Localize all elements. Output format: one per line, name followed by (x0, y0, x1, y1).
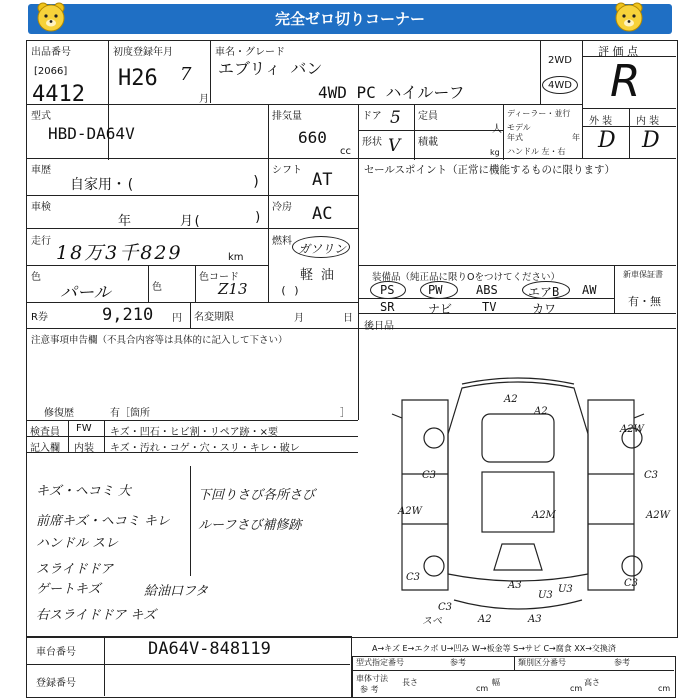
fuel-diesel: 軽 油 (300, 268, 334, 283)
color-type-label: 色 (152, 282, 162, 293)
dealer-label: ディーラー・並行 (507, 109, 571, 118)
damage-legend: A→キズ E→エクボ U→凹み W→板金等 S→サビ C→腐食 XX→交換済 (372, 644, 616, 653)
mark-a2m: A2M (532, 510, 556, 521)
inspector-interior: 内装 (74, 443, 94, 454)
equip-pw: PW (428, 283, 443, 297)
inspection-year-unit: 年 (118, 214, 132, 229)
fuel-label: 燃料 (272, 236, 292, 247)
history-value: 自家用・( (70, 177, 135, 193)
equip-abs: ABS (476, 283, 498, 297)
first-registration-label: 初度登録年月 (113, 47, 173, 58)
drive-4wd: 4WD (548, 80, 572, 91)
color-value: パール (60, 283, 111, 303)
bear-mascot-icon (612, 0, 646, 34)
load-label: 積載 (418, 137, 438, 148)
inspector-row-2: キズ・汚れ・コゲ・穴・スリ・キレ・破レ (110, 443, 300, 454)
history-label: 車歴 (31, 165, 51, 176)
note-right-2: ルーフさび補修跡 (198, 518, 302, 533)
displacement-unit: cc (340, 146, 351, 157)
mark-a2-3: A2W (398, 506, 422, 517)
displacement-value: 660 (298, 128, 327, 147)
mileage-value: 18万3千829 (56, 242, 183, 264)
repair-value: 有［箇所 (110, 408, 150, 419)
vehicle-name: エブリィ バン (218, 59, 323, 78)
exterior-label: 外 装 (589, 116, 613, 127)
note-left-5: ゲートキズ (36, 582, 101, 597)
lot-number: 4412 (32, 82, 85, 107)
dims-unit-2: cm (570, 684, 583, 693)
dims-length: 長さ (402, 678, 418, 687)
fuel-gas: ガソリン (298, 242, 347, 256)
model-year-label: モデル (507, 123, 531, 132)
mark-c3-4: C3 (624, 578, 639, 589)
note-left-6: 右スライドドア キズ (36, 608, 157, 623)
interior-score: D (642, 128, 660, 153)
shift-label: シフト (272, 165, 302, 176)
recycle-unit: 円 (172, 313, 182, 324)
repair-label: 修復歴 (44, 408, 74, 419)
note-right-1: 下回りさび各所さび (198, 488, 316, 503)
model-value: HBD-DA64V (48, 124, 135, 143)
color-code: Z13 (218, 280, 248, 298)
type-designation-label: 型式指定番号 (356, 658, 404, 667)
category-label: 類別区分番号 (518, 658, 566, 667)
car-damage-diagram (362, 374, 674, 630)
dims-label: 車体寸法 (356, 674, 388, 683)
mark-a2-1: A2 (534, 406, 548, 417)
deadline-day: 日 (343, 313, 353, 324)
equip-navi: ナビ (428, 302, 453, 316)
drive-4wd-circle (542, 76, 578, 94)
vehicle-grade: 4WD PC ハイルーフ (318, 83, 465, 102)
mark-a2w-2: A2W (646, 510, 670, 521)
inspector-row-1: キズ・凹石・ヒビ割・リペア跡・×要 (110, 427, 278, 438)
color-code-label: 色コード (199, 272, 239, 283)
mileage-label: 走行 (31, 236, 51, 247)
inspector-label-2: 記入欄 (30, 443, 60, 454)
wheel-front-left (424, 428, 444, 448)
equip-ps-circle (370, 281, 406, 299)
chassis-label: 車台番号 (36, 647, 76, 658)
mark-a2-2: A2 (504, 394, 518, 405)
mark-a3-1: A3 (508, 580, 522, 591)
roof-panel (482, 414, 554, 462)
dims-height: 高さ (584, 678, 600, 687)
sales-point-label: セールスポイント（正常に機能するものに限ります） (364, 164, 616, 176)
mark-a2-4: A2 (478, 614, 492, 625)
recycle-label: R券 (31, 312, 48, 323)
mark-a3-2: A3 (528, 614, 542, 625)
shape-value: V (388, 136, 401, 156)
lot-sub: [2066] (34, 66, 68, 77)
banner-title: 完全ゼロ切りコーナー (274, 10, 425, 28)
wheel-rear-right (622, 556, 642, 576)
year-unit: 年 (572, 133, 580, 142)
exterior-score: D (598, 128, 616, 153)
chassis-value: DA64V-848119 (148, 639, 271, 659)
interior-label: 内 装 (636, 116, 660, 127)
inspection-close: ) (254, 210, 262, 225)
recycle-value: 9,210 (102, 305, 154, 325)
fuel-gas-circle (292, 236, 350, 258)
doors-label: ドア (362, 111, 382, 122)
vehicle-name-label: 車名・グレード (215, 47, 285, 58)
mark-c3-5: C3 (438, 602, 453, 613)
car-body-top (448, 382, 588, 581)
dims-unit-1: cm (476, 684, 489, 693)
mark-a2-5: スペ (422, 616, 442, 627)
dims-unit-3: cm (658, 684, 671, 693)
color-label: 色 (31, 272, 41, 283)
note-left-3: ハンドル スレ (36, 536, 119, 551)
mark-c3-2: C3 (644, 470, 659, 481)
capacity-unit: 人 (492, 124, 502, 135)
mark-c3-3: C3 (406, 572, 421, 583)
equip-airbag-circle (522, 281, 570, 299)
inspector-label-1: 検査員 (30, 427, 60, 438)
drive-2wd: 2WD (548, 55, 572, 66)
wheel-rear-left (424, 556, 444, 576)
rear-window (494, 544, 542, 570)
bear-mascot-icon (34, 0, 68, 34)
equip-aw: AW (582, 283, 597, 297)
capacity-label: 定員 (418, 111, 438, 122)
dims-ref: 参 考 (360, 685, 379, 694)
handle-label: ハンドル 左・右 (507, 147, 566, 156)
inspection-month-unit: 月( (180, 214, 201, 229)
equip-pw-circle (420, 281, 458, 299)
year-label: 年式 (507, 133, 523, 142)
type-designation-ref: 参考 (450, 658, 466, 667)
registration-month-unit: 月 (199, 94, 209, 105)
cargo-panel (482, 472, 554, 532)
doors-value: 5 (390, 108, 401, 128)
note-left-1: キズ・ヘコミ 大 (36, 484, 131, 499)
equip-airbag: エアB (528, 285, 560, 299)
displacement-label: 排気量 (272, 111, 302, 122)
registration-month: 7 (180, 64, 192, 85)
note-right-3: 給油口フタ (144, 584, 209, 599)
note-left-2: 前席キズ・ヘコミ キレ (36, 514, 170, 529)
shift-value: AT (312, 170, 333, 190)
history-close: ) (252, 174, 261, 190)
header-banner (28, 4, 672, 34)
inspector-fw: FW (76, 423, 92, 434)
aircon-value: AC (312, 204, 333, 224)
inspection-label: 車検 (31, 202, 51, 213)
shape-label: 形状 (362, 137, 382, 148)
mileage-unit: km (228, 252, 244, 263)
dims-width: 幅 (492, 678, 500, 687)
mark-u3-2: U3 (558, 584, 573, 595)
note-left-4: スライドドア (36, 562, 114, 577)
model-label: 型式 (31, 111, 51, 122)
evaluation-score: R (610, 56, 641, 107)
lot-number-label: 出品番号 (31, 47, 71, 58)
load-unit: kg (490, 148, 500, 157)
deadline-month: 月 (294, 313, 304, 324)
equipment-label: 装備品（純正品に限りOをつけてください） (372, 272, 560, 283)
warranty-label: 新車保証書 (623, 270, 663, 279)
notes-label: 注意事項申告欄（不具合内容等は具体的に記入して下さい） (31, 335, 288, 346)
equip-sr: SR (380, 300, 395, 314)
mark-u3-1: U3 (538, 590, 553, 601)
equip-tv: TV (482, 300, 497, 314)
post-fit-label: 後日品 (364, 321, 394, 332)
registration-year: H26 (118, 66, 158, 91)
reg-number-label: 登録番号 (36, 678, 76, 689)
equip-leather: カワ (532, 302, 557, 316)
fuel-other: ( ) (280, 284, 300, 297)
equip-ps: PS (380, 283, 395, 297)
evaluation-label: 評 価 点 (598, 45, 638, 58)
repair-close: ］ (340, 408, 350, 419)
rear-bumper (454, 600, 582, 609)
aircon-label: 冷房 (272, 202, 292, 213)
mark-a2w-1: A2W (620, 424, 644, 435)
mark-c3-1: C3 (422, 470, 437, 481)
warranty-value: 有・無 (628, 295, 661, 308)
category-ref: 参考 (614, 658, 630, 667)
deadline-label: 名変期限 (194, 312, 234, 323)
